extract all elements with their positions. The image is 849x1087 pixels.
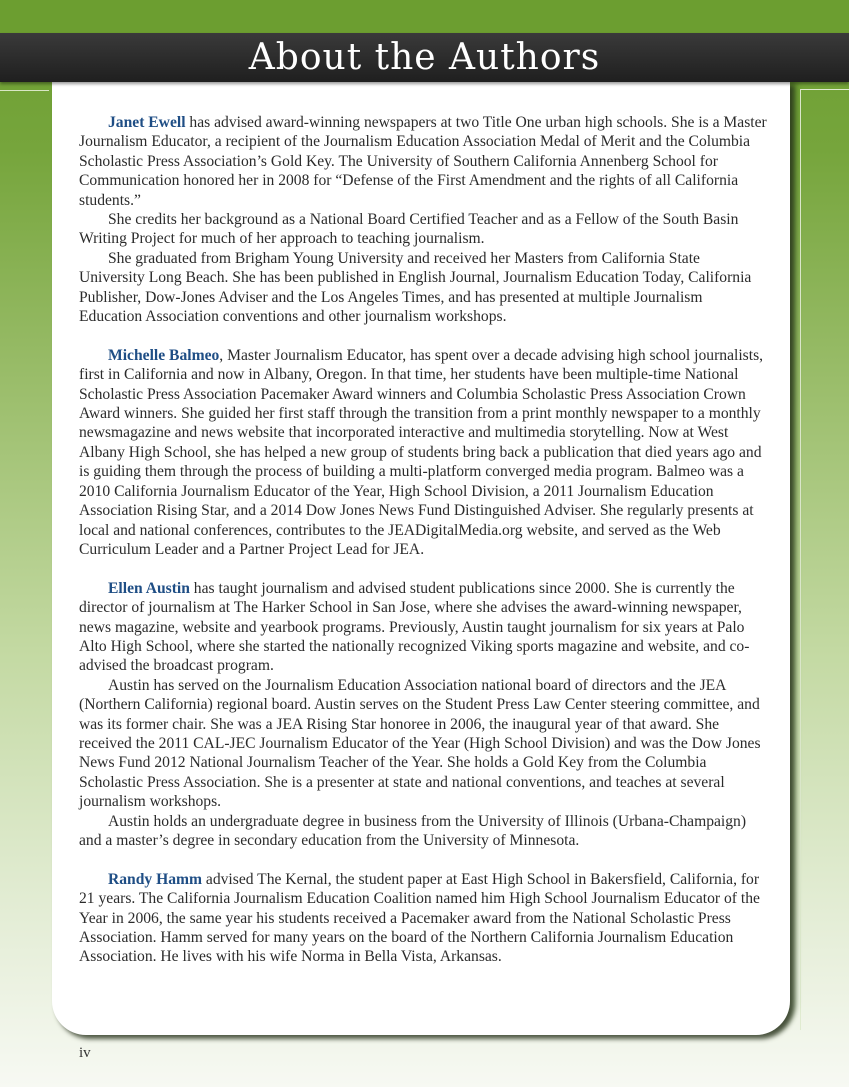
page-title: About the Authors	[248, 36, 601, 78]
decorative-rule-left	[0, 90, 49, 91]
decorative-frame-right	[800, 89, 849, 1030]
bio-paragraph: Austin has served on the Journalism Education Association national board of directors and the JEA (Northern California) regional board. Austin serves on the Student Press Law Center steering committee, and was its former chair. She was a JEA Rising Star honoree in 2006, the inaugural year of that award. She received the 2011 CAL-JEC Journalism Educator of the Year (High School Division) and was the Dow Jones News Fund 2012 National Journalism Teacher of the Year. She holds a Gold Key from the Columbia Scholastic Press Association. She is a presenter at state and national conventions, and teaches at several journalism workshops.	[79, 676, 761, 811]
author-name: Michelle Balmeo	[108, 346, 220, 364]
top-green-band	[0, 0, 849, 33]
page-header	[0, 33, 849, 82]
author-name: Randy Hamm	[108, 870, 203, 888]
bio-paragraph: She credits her background as a National Board Certified Teacher and as a Fellow of the South Basin Writing Project for much of her approach to teaching journalism.	[79, 211, 739, 248]
bio-paragraph: Michelle Balmeo, Master Journalism Educator, has spent over a decade advising high school journalists, first in California and now in Albany, Oregon. In that time, her students have been multiple-time National Scholastic Press Association Pacemaker Award winners and Columbia Scholastic Press Association Crown Award winners. She guided her first staff through the transition from a print monthly newspaper to a monthly newsmagazine and news website that incorporated interactive and multimedia storytelling. Now at West Albany High School, she has helped a new group of students bring back a publication that died years ago and is guiding them through the process of building a multi-platform converged media program. Balmeo was a 2010 California Journalism Educator of the Year, High School Division, a 2011 Journalism Education Association Rising Star, and a 2014 Dow Jones News Fund Distinguished Adviser. She regularly presents at local and national conferences, contributes to the JEADigitalMedia.org website, and served as the Web Curriculum Leader and a Partner Project Lead for JEA.	[79, 346, 764, 558]
author-name: Ellen Austin	[108, 579, 190, 597]
page-number: iv	[79, 1045, 91, 1061]
bio-paragraph: Randy Hamm advised The Kernal, the student paper at East High School in Bakersfield, California, for 21 years. The California Journalism Education Coalition named him High School Journalism Educator of the Year in 2006, the same year his students received a Pacemaker award from the National Scholastic Press Association. Hamm served for many years on the board of the Northern California Journalism Education Association. He lives with his wife Norma in Bella Vista, Arkansas.	[79, 870, 760, 966]
bio-randy-hamm	[79, 870, 769, 967]
bio-paragraph: She graduated from Brigham Young University and received her Masters from California State University Long Beach. She has been published in English Journal, Journalism Education Today, California Publisher, Dow-Jones Adviser and the Los Angeles Times, and has presented at multiple Journalism Education Association conventions and other journalism workshops.	[79, 249, 752, 326]
bio-michelle-balmeo	[79, 346, 769, 559]
bio-paragraph: Janet Ewell has advised award-winning newspapers at two Title One urban high schools. She is a Master Journalism Educator, a recipient of the Journalism Education Association Medal of Merit and the Columbia Scholastic Press Association’s Gold Key. The University of Southern California Annenberg School for Communication honored her in 2008 for “Defense of the First Amendment and the rights of all California students.”	[79, 114, 767, 209]
bio-paragraph: Austin holds an undergraduate degree in business from the University of Illinois (Urbana-Champaign) and a master’s degree in secondary education from the University of Minnesota.	[79, 812, 747, 849]
author-bios	[79, 113, 769, 986]
author-name: Janet Ewell	[108, 114, 186, 131]
bio-ellen-austin	[79, 579, 769, 851]
bio-janet-ewell	[79, 113, 769, 326]
bio-paragraph: Ellen Austin has taught journalism and advised student publications since 2000. She is currently the director of journalism at The Harker School in San Jose, where she advises the award-winning newspaper, news magazine, website and yearbook programs. Previously, Austin taught journalism for six years at Palo Alto High School, where she started the nationally recognized Viking sports magazine and website, and co-advised the broadcast program.	[79, 579, 750, 675]
